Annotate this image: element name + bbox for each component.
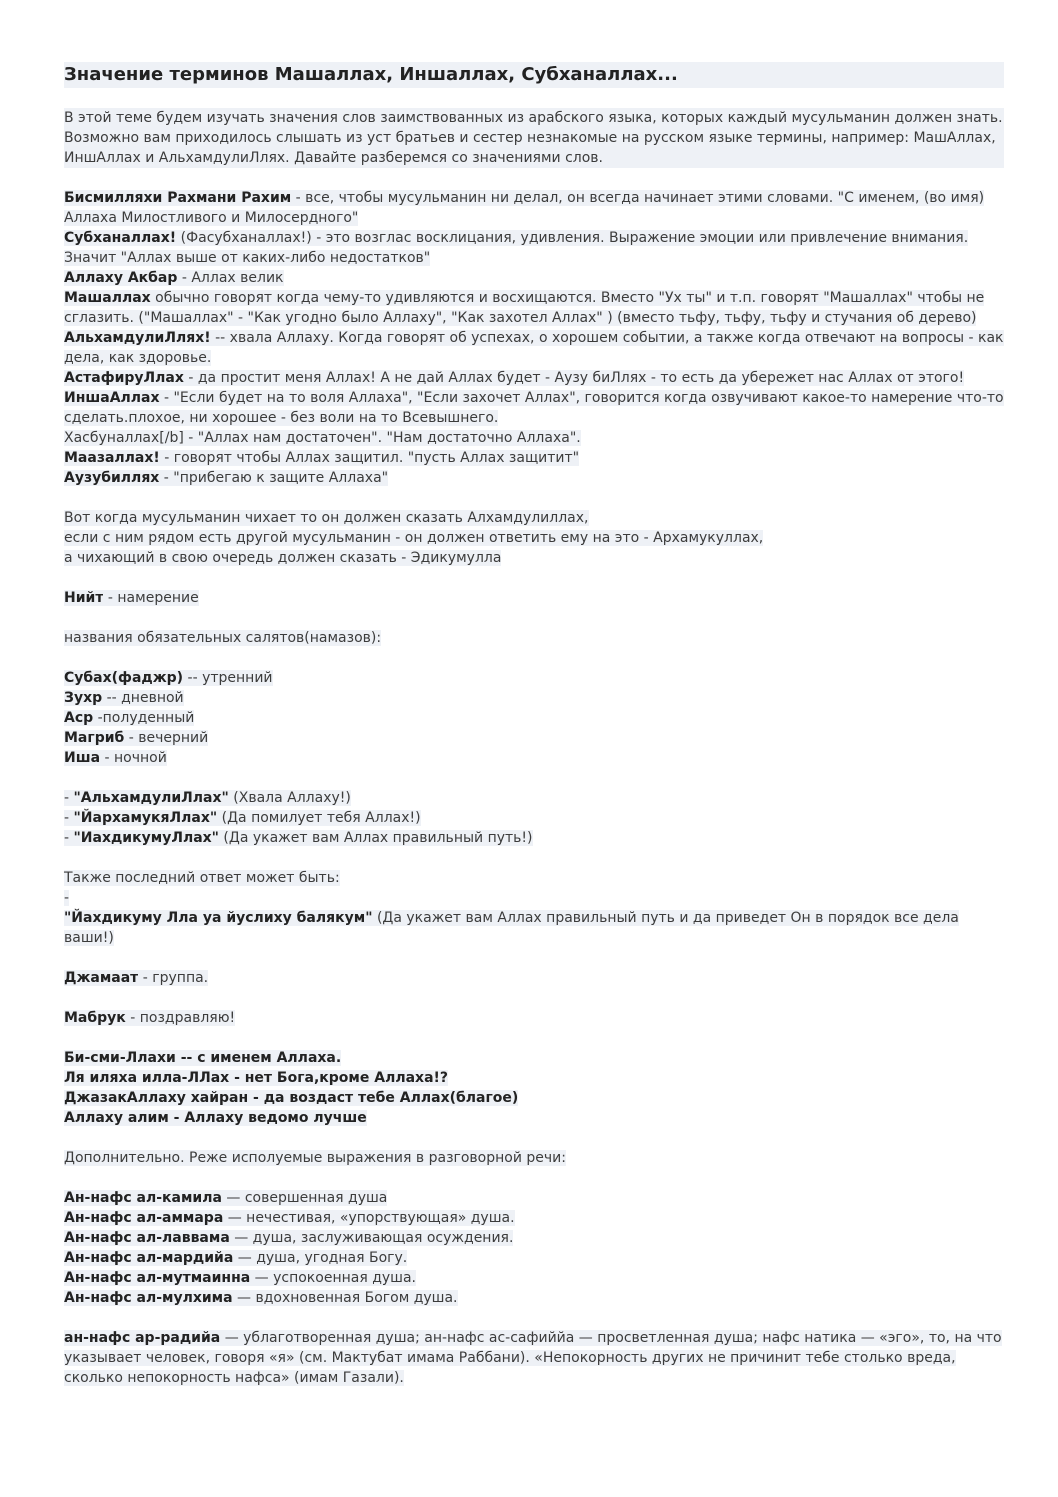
term-entry	[64, 368, 1004, 388]
nafs-entry	[64, 1208, 1004, 1228]
reply-phrase: "ИахдикумуЛлах"	[73, 830, 219, 846]
salat-entry	[64, 748, 1004, 768]
reply-dash: -	[64, 790, 74, 806]
nafs-term: Ан-нафс ал-аммара	[64, 1210, 224, 1226]
term-entry	[64, 448, 1004, 468]
final-text: — ублаготворенная душа; ан-нафс ас-сафиййа — просветленная душа; нафс натика — «эго», то, на что указывает человек, говоря «я» (см. Мактубат имама Раббани). «Непокорность других не причинит тебе столько вреда, сколько непокорность нафса» (имам Газали).	[64, 1330, 1002, 1386]
nafs-term: Ан-нафс ал-камила	[64, 1190, 222, 1206]
bold-phrase: Ля иляха илла-ЛЛах - нет Бога,кроме Аллаха!?	[64, 1070, 449, 1086]
term-definition: Хасбуналлах[/b] - "Аллах нам достаточен". "Нам достаточно Аллаха".	[64, 430, 581, 446]
salat-name: Зухр	[64, 690, 103, 706]
salat-entry	[64, 668, 1004, 688]
term-name: Джамаат	[64, 970, 139, 986]
term-definition: - все, чтобы мусульманин ни делал, он всегда начинает этими словами. "С именем, (во имя) Аллаха Милостливого и Милосердного"	[64, 190, 985, 226]
salat-time: -полуденный	[93, 710, 195, 726]
term-entry	[64, 288, 1004, 328]
bold-line	[64, 1088, 1004, 1108]
term-entry	[64, 268, 1004, 288]
intro-paragraph: Возможно вам приходилось слышать из уст братьев и сестер незнакомые на русском языке термины, например: МашАллах, ИншАллах и АльхамдулиЛлях. Давайте разберемся со значениями слов.	[64, 128, 1004, 168]
nafs-definition: — успокоенная душа.	[250, 1270, 417, 1286]
term-name: Нийт	[64, 590, 104, 606]
extra-heading	[64, 1148, 1004, 1168]
reply-phrase: "АльхамдулиЛлах"	[73, 790, 229, 806]
term-definition: -- хвала Аллаху. Когда говорят об успехах, о хорошем событии, а также когда отвечают на вопросы - как дела, как здоровье.	[64, 330, 1004, 366]
term-name: ИншаАллах	[64, 390, 160, 406]
bold-line	[64, 1068, 1004, 1088]
salat-time: -- утренний	[183, 670, 273, 686]
nafs-term: Ан-нафс ал-мутмаинна	[64, 1270, 251, 1286]
nafs-entry	[64, 1288, 1004, 1308]
term-entry	[64, 328, 1004, 368]
sneeze-text: Вот когда мусульманин чихает то он должен сказать Алхамдулиллах,	[64, 510, 589, 526]
nafs-term: Ан-нафс ал-лаввама	[64, 1230, 230, 1246]
reply-translation: (Да укажет вам Аллах правильный путь!)	[218, 830, 533, 846]
term-definition: - да простит меня Аллах! А не дай Аллах будет - Аузу биЛлях - то есть да убережет нас Аллах от этого!	[183, 370, 965, 386]
term-name: Машаллах	[64, 290, 151, 306]
nafs-definition: — вдохновенная Богом душа.	[232, 1290, 458, 1306]
reply-dash: -	[64, 810, 74, 826]
reply-translation: (Да помилует тебя Аллах!)	[217, 810, 421, 826]
bold-phrase: Аллаху алим - Аллаху ведомо лучше	[64, 1110, 367, 1126]
salat-entry	[64, 708, 1004, 728]
salat-entry	[64, 688, 1004, 708]
term-entry	[64, 1008, 1004, 1028]
nafs-entry	[64, 1268, 1004, 1288]
salat-name: Магриб	[64, 730, 125, 746]
reply-phrase: "ЙархамукяЛлах"	[73, 810, 218, 826]
alt-answer-lead-text: Также последний ответ может быть:	[64, 870, 340, 886]
term-name: Аллаху Акбар	[64, 270, 178, 286]
bold-line	[64, 1048, 1004, 1068]
term-entry	[64, 968, 1004, 988]
term-name: Мабрук	[64, 1010, 126, 1026]
reply-entry	[64, 808, 1004, 828]
salat-time: - ночной	[100, 750, 167, 766]
alt-answer-translation: (Да укажет вам Аллах правильный путь и да приведет Он в порядок все дела ваши!)	[64, 910, 959, 946]
nafs-definition: — душа, заслуживающая осуждения.	[229, 1230, 514, 1246]
salat-heading-text: названия обязательных салятов(намазов):	[64, 630, 382, 646]
term-definition: - "Если будет на то воля Аллаха", "Если захочет Аллах", говорится когда озвучивают какое-то намерение что-то сделать.плохое, ни хорошее - без воли на то Всевышнего.	[64, 390, 1004, 426]
page-title: Значение терминов Машаллах, Иншаллах, Субханаллах...	[64, 62, 1004, 88]
term-name: Субханаллах!	[64, 230, 177, 246]
term-name: Маазаллах!	[64, 450, 160, 466]
salat-heading	[64, 628, 1004, 648]
nafs-entry	[64, 1228, 1004, 1248]
final-paragraph	[64, 1328, 1004, 1388]
salat-name: Иша	[64, 750, 101, 766]
salat-entry	[64, 728, 1004, 748]
term-definition: - намерение	[103, 590, 199, 606]
term-entry	[64, 228, 1004, 268]
salat-name: Субах(фаджр)	[64, 670, 184, 686]
term-definition: обычно говорят когда чему-то удивляются и восхищаются. Вместо "Ух ты" и т.п. говорят "Машаллах" чтобы не сглазить. ("Машаллах" - "Как угодно было Аллаху", "Как захотел Аллах" ) (вместо тьфу, тьфу, тьфу и стучания об дерево)	[64, 290, 985, 326]
term-name: АльхамдулиЛлях!	[64, 330, 211, 346]
term-definition: - говорят чтобы Аллах защитил. "пусть Аллах защитит"	[159, 450, 580, 466]
salat-time: - вечерний	[124, 730, 209, 746]
alt-answer-dash	[64, 888, 1004, 908]
nafs-term: Ан-нафс ал-мулхима	[64, 1290, 233, 1306]
term-entry	[64, 428, 1004, 448]
alt-answer-dash-text: -	[64, 890, 70, 906]
term-name: Аузубиллях	[64, 470, 160, 486]
term-name: АстафируЛлах	[64, 370, 184, 386]
term-definition: - группа.	[138, 970, 209, 986]
alt-answer-phrase: "Йахдикуму Лла уа йуслиху балякум"	[64, 910, 373, 926]
term-name: Бисмилляхи Рахмани Рахим	[64, 190, 292, 206]
document-page	[64, 62, 1004, 1388]
salat-name: Аср	[64, 710, 94, 726]
term-entry	[64, 468, 1004, 488]
nafs-definition: — нечестивая, «упорствующая» душа.	[223, 1210, 515, 1226]
term-definition: - Аллах велик	[177, 270, 284, 286]
sneeze-line	[64, 508, 1004, 528]
alt-answer-entry	[64, 908, 1004, 948]
term-definition: (Фасубханаллах!) - это возглас восклицания, удивления. Выражение эмоции или привлечение внимания. Значит "Аллах выше от каких-либо недостатков"	[64, 230, 969, 266]
alt-answer-lead	[64, 868, 1004, 888]
bold-phrase: Би-сми-Ллахи -- с именем Аллаха.	[64, 1050, 342, 1066]
reply-translation: (Хвала Аллаху!)	[228, 790, 351, 806]
term-entry	[64, 188, 1004, 228]
sneeze-line	[64, 528, 1004, 548]
intro-paragraph: В этой теме будем изучать значения слов заимствованных из арабского языка, которых каждый мусульманин должен знать.	[64, 110, 1003, 126]
reply-entry	[64, 828, 1004, 848]
nafs-definition: — душа, угодная Богу.	[233, 1250, 408, 1266]
salat-time: -- дневной	[102, 690, 184, 706]
term-entry	[64, 388, 1004, 428]
sneeze-text: а чихающий в свою очередь должен сказать - Эдикумулла	[64, 550, 502, 566]
final-term: ан-нафс ар-радийа	[64, 1330, 221, 1346]
nafs-entry	[64, 1188, 1004, 1208]
term-definition: - "прибегаю к защите Аллаха"	[159, 470, 389, 486]
bold-phrase: ДжазакАллаху хайран - да воздаст тебе Аллах(благое)	[64, 1090, 519, 1106]
extra-heading-text: Дополнительно. Реже исполуемые выражения в разговорной речи:	[64, 1150, 566, 1166]
term-definition: - поздравляю!	[125, 1010, 236, 1026]
sneeze-line	[64, 548, 1004, 568]
nafs-term: Ан-нафс ал-мардийа	[64, 1250, 234, 1266]
bold-line	[64, 1108, 1004, 1128]
sneeze-text: если с ним рядом есть другой мусульманин - он должен ответить ему на это - Архамукуллах,	[64, 530, 764, 546]
term-entry	[64, 588, 1004, 608]
reply-entry	[64, 788, 1004, 808]
nafs-entry	[64, 1248, 1004, 1268]
nafs-definition: — совершенная душа	[221, 1190, 388, 1206]
reply-dash: -	[64, 830, 74, 846]
